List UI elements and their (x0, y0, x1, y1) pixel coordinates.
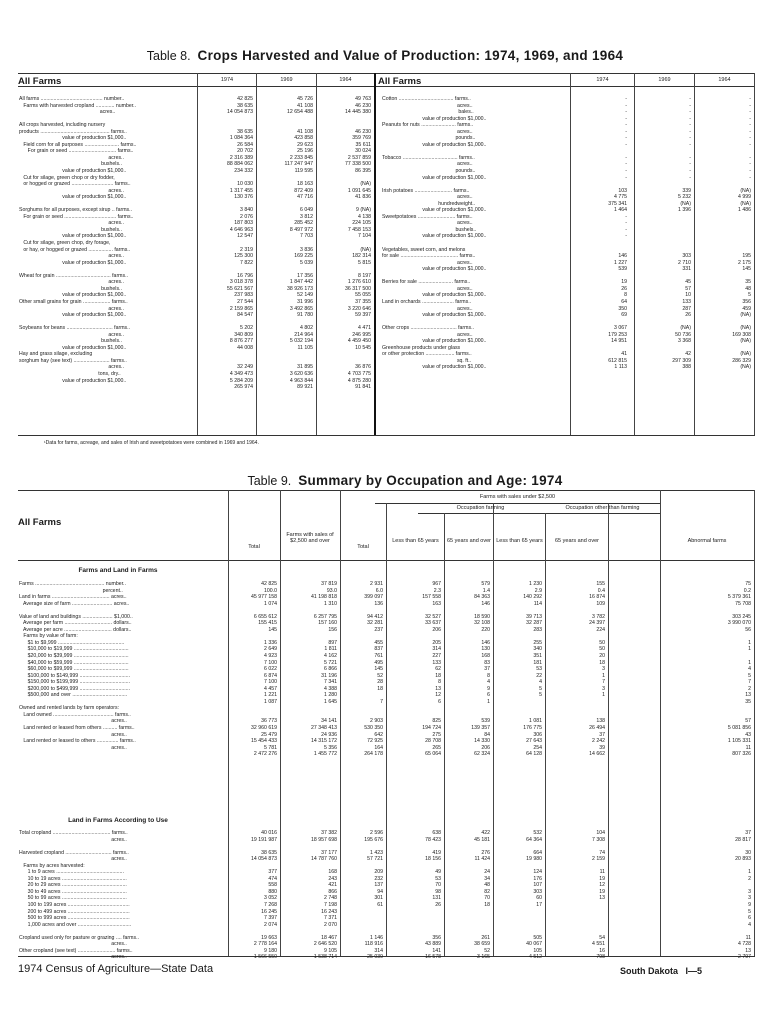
table8-right-heading: All Farms (378, 76, 422, 87)
page-footer-left: 1974 Census of Agriculture—State Data (18, 963, 214, 975)
t9-vline (608, 503, 609, 956)
t9-col-less65a-values: 967 2.3 157 558 163 32 527 33 637 206 205 314 227 133 62 18 8 13 12 6 825 194 724 275 28 708 265 65 064 (422, 581, 441, 758)
t9-row-labels-2: Total cropland ........................................ farms.. acres.. Harvested cropland ................................ farms.. acres.. Farms by acres harvested: 1 to 9 acres ............................................... 10 to 19 acres ............................................. 20 to 29 acres ............................................. 30 to 49 acres ............................................. 50 to 99 acres ............................................. 100 to 199 acres ........................................... 200 to 499 acres ........................................... 500 to 999 acres ........................................... 1,000 acres and over ..................................... Cropland used only for pasture or grazing .... farms.. acres.. Other cropland (see text) .......................... farms.. acres.. (19, 830, 139, 961)
t9-col-less65a-values-2: 638 78 423 419 18 156 49 53 70 98 131 26 356 43 889 141 16 578 (425, 830, 441, 961)
page-footer-right (620, 966, 702, 976)
t9-col-65a: 65 years and over (446, 538, 492, 544)
t9-subhead-farms-land: Farms and Land in Farms (78, 567, 158, 574)
t8-year-col: 1974 (220, 77, 234, 83)
t9-col-sales-values: 37 819 93.0 41 198 818 1 310 6 257 795 157 160 156 897 1 811 4 162 5 721 6 866 31 196 7 341 4 388 1 280 1 645 34 141 27 348 413 24 936 14 315 172 5 356 1 455 772 (311, 581, 337, 758)
table8-title: Table 8. Crops Harvested and Value of Production: 1974, 1969, and 1964 (146, 48, 624, 63)
table9-top-rule (18, 490, 755, 491)
t9-row-labels-1: Farms ................................................ number.. percent.. Land in farms ........................................ acres.. Average size of farm ............................ acres.. Value of land and buildings ..................... $1,000.. Average per farm ................................. dollars.. Average per acre ................................. dollars.. Farms by value of farm: $1 to $9,999 .............................................. $10,000 to $19,999 ...................................... $20,000 to $39,999 ...................................... $40,000 to $59,999 ...................................... $60,000 to $99,999 ...................................... $100,000 to $149,999 ................................... $150,000 to $199,999 ................................... $200,000 to $499,999 ................................... $500,000 and over ...................................... Owned and rented lands by farm operators: Land owned .......................................... farms.. acres.. Land rented or leased from others .......... farms.. acres.. Land rented or leased to others ............... farms.. acres.. (19, 581, 136, 751)
t9-col-less65a: Less than 65 years (392, 538, 439, 544)
t8-year-col: 1969 (280, 77, 293, 83)
t8-left-col-1964: 49 763 46 230 14 445 380 46 230 359 769 35 611 30 024 2 537 859 77 338 500 86 395 (NA) 1 091 645 41 836 9 (NA) 4 138 224 105 7 458 153 7 104 (NA) 182 314 5 815 8 197 1 276 610 36 317 500 55 055 37 355 3 220 646 59 397 4 471 246 995 4 459 450 10 545 36 876 4 703 775 4 875 280 91 841 (345, 96, 371, 391)
table8-bottom-rule (18, 435, 755, 436)
t9-subhead-land-use: Land in Farms According to Use (68, 817, 168, 824)
t9-vline (754, 490, 755, 956)
t9-col-65a-values-2: 422 45 181 276 11 424 24 34 48 82 70 18 261 38 659 52 3 165 (474, 830, 490, 961)
t9-col-less65b: Less than 65 years (496, 538, 543, 544)
t9-col-sales: Farms with sales of $2,500 and over (286, 532, 334, 544)
t9-col-total: Total (248, 544, 260, 550)
t9-col-total2-values: 2 931 6.0 399 097 136 94 412 32 281 237 455 837 761 495 145 52 28 18 7 2 903 530 350 642 72 925 164 264 178 (364, 581, 383, 758)
t8-year-col: 1969 (658, 77, 671, 83)
t9-occ-other: Occupation other than farming (565, 505, 640, 511)
page-number: I—5 (685, 966, 703, 976)
table8-top-rule (18, 73, 755, 74)
t9-group-header: Farms with sales under $2,500 (479, 494, 556, 500)
t8-left-row-labels: All farms ........................................... number.. Farms with harvested cropland ............. number.. acres.. All crops harvested, including nursery products ................................................ farms.. value of production $1,000.. Field corn for all purposes ........................ farms.. For grain or seed ................................. farms.. acres.. bushels.. value of production $1,000.. Cut for silage, green chop or dry fodder, or hogged or grazed ............................. farms.. acres.. value of production $1,000.. Sorghums for all purposes, except sirup .. farms.. For grain or seed .................................... farms.. acres.. bushels.. value of production $1,000.. Cut for silage, green chop, dry forage, or hay, or hogged or grazed ................. farms.. acres.. value of production $1,000.. Wheat for grain ...................................... farms.. acres.. bushels.. value of production $1,000.. Other small grains for grain ................... farms.. acres.. value of production $1,000.. Soybeans for beans ................................ farms.. acres.. bushels.. value of production $1,000.. Hay and grass silage, excluding sorghum hay (see text) ......................... farms.. acres.. tons, dry.. value of production $1,000.. (19, 96, 137, 384)
t9-group-rule (375, 503, 660, 504)
t9-col-65b-values-2: 104 7 308 74 2 159 11 19 12 19 13 54 4 551 16 798 (592, 830, 605, 961)
t9-col-total-values-2: 40 016 19 191 987 38 635 14 054 873 377 474 558 880 3 052 7 268 16 245 7 397 2 074 19 663 2 778 164 9 180 1 566 550 (251, 830, 277, 961)
t8-year-col: 1964 (339, 77, 352, 83)
t8-vline (754, 73, 755, 435)
t9-col-abnormal-values-2: 37 28 817 30 20 893 1 2 3 3 9 5 6 4 11 4 728 13 2 797 (735, 830, 751, 961)
t8-left-col-1969: 45 726 41 108 12 654 488 41 108 423 858 29 623 25 196 2 233 845 117 247 947 119 595 18 163 872 409 47 716 6 049 3 812 285 452 8 497 972 7 703 3 836 169 225 5 039 17 356 1 847 442 38 926 173 52 149 31 996 3 492 865 91 780 4 802 214 964 5 032 194 11 105 31 895 3 620 636 4 963 844 89 921 (284, 96, 313, 391)
t9-occ-farming: Occupation farming (456, 505, 505, 511)
t9-col-less65b-values-2: 532 64 364 664 19 980 124 176 107 303 60 17 505 40 067 105 4 512 (526, 830, 542, 961)
t9-col-sales-values-2: 37 382 18 957 698 37 177 14 787 760 168 243 421 866 2 748 7 198 16 243 7 371 2 070 18 467 2 646 520 9 105 1 538 714 (311, 830, 337, 961)
table8-footnote: ¹Data for farms, acreage, and sales of Irish and sweetpotatoes were combined in 1969 and 1964. (44, 440, 259, 446)
t8-center-divider (374, 73, 376, 435)
t9-col-65b: 65 years and over (554, 538, 600, 544)
table9-title: Table 9. Summary by Occupation and Age: 1974 (247, 473, 563, 488)
t9-col-abnormal: Abnormal farms (687, 538, 727, 544)
state-name: South Dakota (620, 966, 679, 976)
t9-col-65b-values: 155 0.4 16 874 109 3 782 24 397 224 50 50 20 18 3 1 7 3 1 138 26 494 37 2 242 39 14 662 (589, 581, 605, 758)
t8-right-col-1974: - - - - - - - - - - - - 103 4 775 375 341 1 464 - - - - 146 1 227 539 19 26 8 64 350 69 3 067 179 253 14 951 41 612 815 1 113 (608, 96, 627, 371)
t8-right-col-1969: - - - - - - - - - - - - 339 5 232 (NA) 1 396 303 2 710 331 45 57 10 133 287 26 (NA) 50 736 3 368 42 297 309 388 (672, 96, 691, 371)
table8-left-heading: All Farms (18, 76, 62, 87)
t8-right-row-labels: Cotton ...................................... farms.. acres.. bales.. value of production $1,000.. Peanuts for nuts ........................ farms.. acres.. pounds.. value of production $1,000.. Tobacco ...................................... farms.. acres.. pounds.. value of production $1,000.. Irish potatoes .......................... farms.. acres.. hundredweight.. value of production $1,000.. Sweetpotatoes .......................... farms.. acres.. bushels.. value of production $1,000.. Vegetables, sweet corn, and melons for sale ........................................ farms.. acres.. value of production $1,000.. Berries for sale ........................ farms.. acres.. value of production $1,000.. Land in orchards ...................... farms.. acres.. value of production $1,000.. Other crops ................................ farms.. acres.. value of production $1,000.. Greenhouse products under glass or other protection .................... farms.. sq. ft.. value of production $1,000.. (382, 96, 487, 371)
t8-year-col: 1964 (718, 77, 731, 83)
t9-col-total-values: 42 825 100.0 45 977 158 1 074 6 655 612 155 415 145 1 336 2 649 4 923 7 100 6 022 6 874 7 100 4 457 1 221 1 087 36 773 32 960 619 25 479 15 454 433 5 781 2 472 276 (251, 581, 277, 758)
t9-col-65a-values: 579 1.4 84 363 146 18 590 32 108 220 146 130 168 83 37 8 4 9 6 1 539 139 357 84 14 330 206 62 324 (471, 581, 490, 758)
t8-right-col-1964: - - - - - - - - - - - - (NA) 4 999 (NA) 1 486 195 2 175 145 35 48 5 356 459 (NA) (NA) 169 308 (NA) (NA) 286 329 (NA) (732, 96, 751, 371)
t8-year-col: 1974 (596, 77, 609, 83)
t8-left-col-1974: 42 825 38 635 14 054 873 38 635 1 084 364 26 584 20 702 2 316 389 88 884 062 234 332 10 030 1 317 455 130 376 3 840 2 076 187 803 4 646 963 12 547 2 319 125 300 7 822 16 796 3 018 378 55 621 567 237 983 27 544 2 159 865 84 547 5 202 340 809 8 876 277 44 008 32 249 4 349 473 5 284 209 265 974 (227, 96, 253, 391)
t9-col-less65b-values: 1 230 2.9 140 292 114 39 713 32 287 283 255 340 351 181 53 22 4 5 5 1 081 176 775 306 27 643 254 64 128 (523, 581, 542, 758)
t9-occ-rule (418, 513, 660, 514)
t9-col-total2-values-2: 2 596 195 676 1 423 57 721 209 232 137 94 301 61 1 146 118 916 314 25 039 (364, 830, 383, 961)
t9-col-abnormal-values: 75 0.2 5 379 361 75 708 303 245 3 990 070 56 1 1 1 4 5 7 2 13 35 57 5 081 856 43 1 105 331 11 807 326 (727, 581, 751, 758)
table9-heading: All Farms (18, 517, 62, 528)
t9-col-total2: Total (357, 544, 369, 550)
